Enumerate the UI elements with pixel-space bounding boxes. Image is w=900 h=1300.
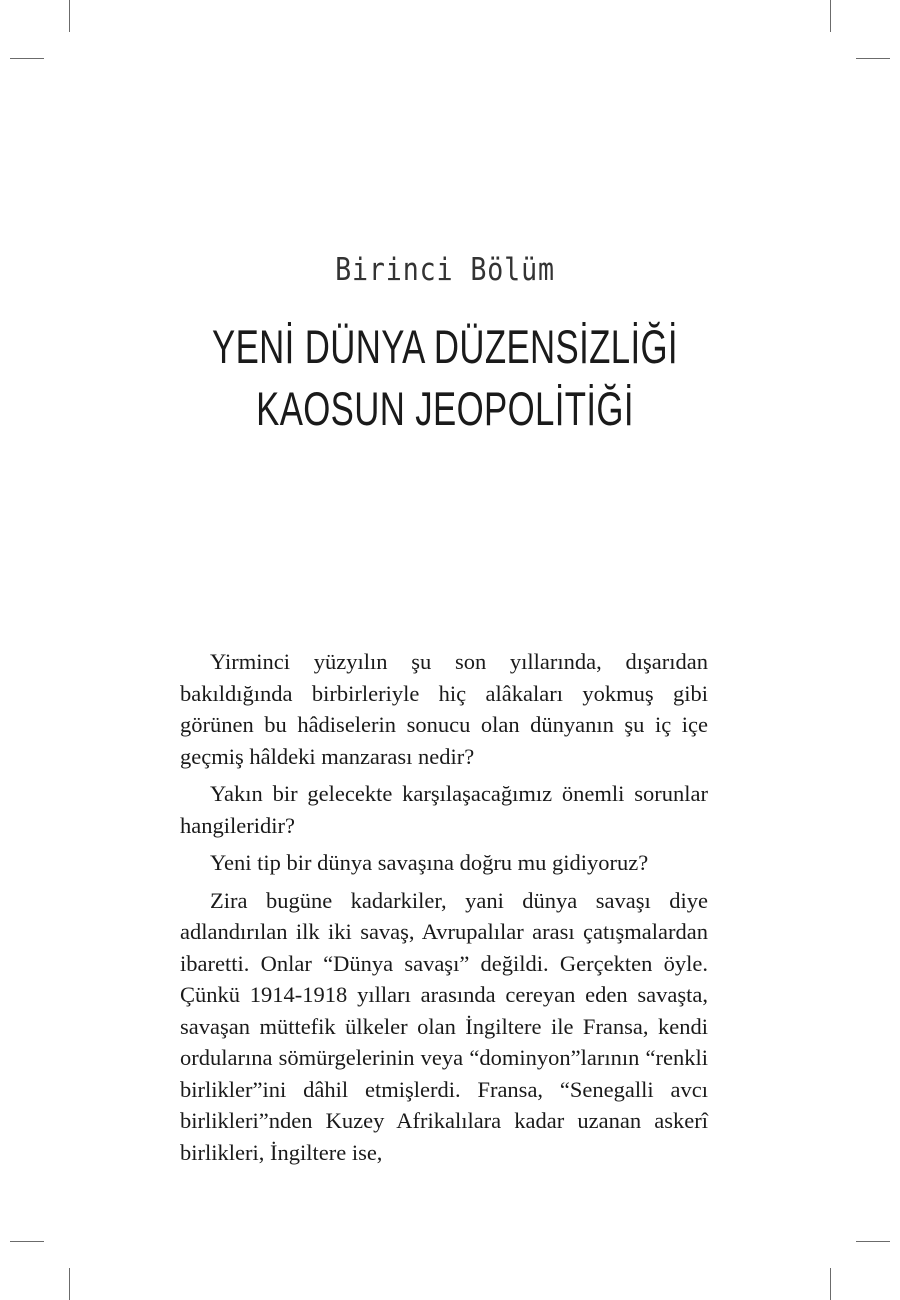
crop-mark-top-left bbox=[69, 0, 70, 32]
chapter-title bbox=[116, 316, 775, 440]
crop-mark-right-upper bbox=[856, 58, 890, 59]
crop-mark-bottom-right bbox=[830, 1268, 831, 1300]
paragraph: Yeni tip bir dünya savaşına doğru mu gidiyoruz? bbox=[210, 850, 649, 875]
chapter-title-line-1: YENİ DÜNYA DÜZENSİZLİĞİ bbox=[212, 320, 678, 373]
paragraph: Yakın bir gelecekte karşılaşacağımız önemli sorunlar hangileridir? bbox=[180, 781, 708, 838]
paragraph: Zira bugüne kadarkiler, yani dünya savaşı diye adlandırılan ilk iki savaş, Avrupalılar arası çatışmalardan ibaretti. Onlar “Dünya savaşı” değildi. Gerçekten öyle. Çünkü 1914-1918 yılları arasında cereyan eden savaşta, savaşan müttefik ülkeler olan İngiltere ile Fransa, kendi ordularına sömürgelerinin veya “dominyon”larının “renkli birlikler”ini dâhil etmişlerdi. Fransa, “Senegalli avcı birlikleri”nden Kuzey Afrikalılara kadar uzanan askerî birlikleri, İngiltere ise, bbox=[180, 887, 708, 1165]
crop-mark-left-lower bbox=[10, 1241, 44, 1242]
chapter-title-line-2: KAOSUN JEOPOLİTİĞİ bbox=[256, 382, 634, 435]
chapter-label: Birinci Bölüm bbox=[335, 252, 555, 288]
crop-mark-left-upper bbox=[10, 58, 44, 59]
body-text bbox=[180, 646, 708, 1174]
crop-mark-bottom-left bbox=[69, 1268, 70, 1300]
paragraph: Yirminci yüzyılın şu son yıllarında, dışarıdan bakıldığında birbirleriyle hiç alâkaları yokmuş gibi görünen bu hâdiselerin sonucu olan dünyanın şu iç içe geçmiş hâldeki manzarası nedir? bbox=[180, 649, 708, 769]
crop-mark-right-lower bbox=[856, 1241, 890, 1242]
crop-mark-top-right bbox=[830, 0, 831, 32]
